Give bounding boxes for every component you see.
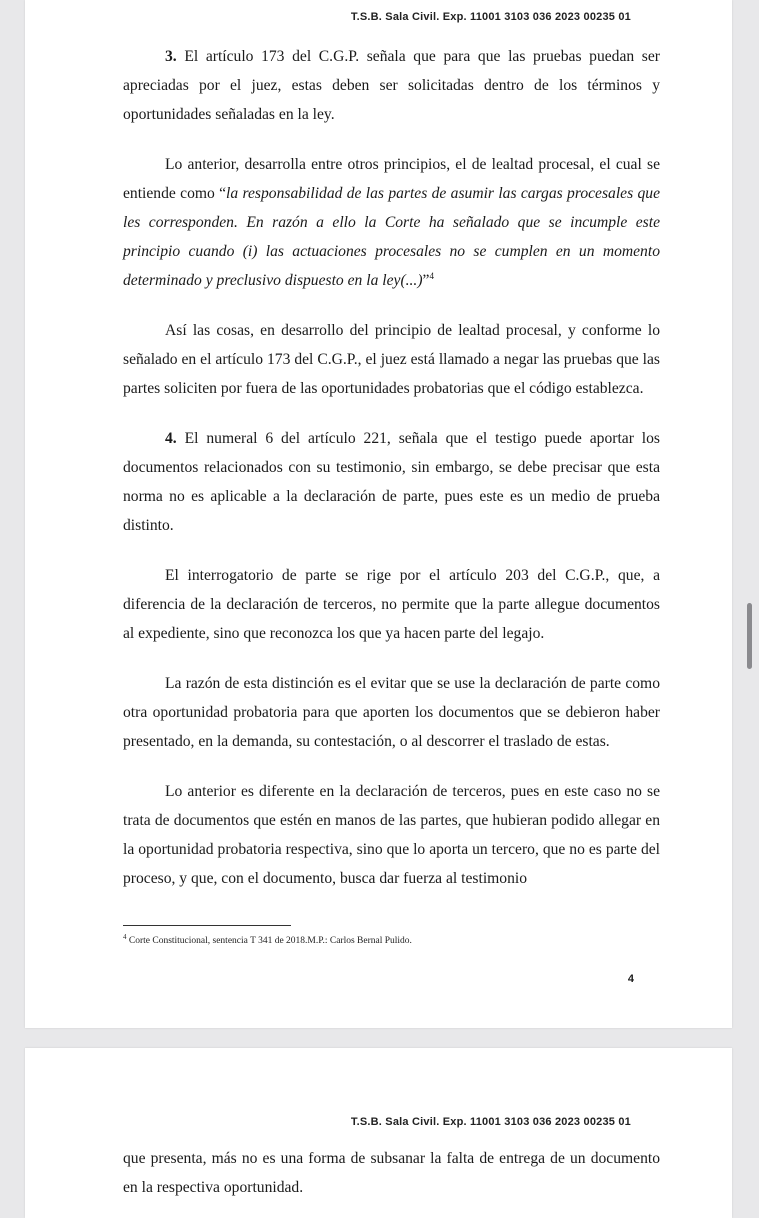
page-body: [123, 1144, 660, 1202]
paragraph-declaracion-terceros: [123, 777, 660, 893]
paragraph-razon-distincion: [123, 669, 660, 756]
paragraph-text: El numeral 6 del artículo 221, señala que el testigo puede aportar los documentos relacionados con su testimonio, sin embargo, se debe precisar que esta norma no es aplicable a la declaración de parte, pues este es un medio de prueba distinto.: [123, 430, 660, 534]
paragraph-lealtad-procesal: [123, 150, 660, 295]
paragraph-text: Lo anterior, desarrolla entre otros principios, el de lealtad procesal, el cual se entiende como “: [123, 156, 660, 202]
footnote-number: 4: [123, 932, 127, 941]
document-page-4: [25, 0, 732, 1028]
paragraph-asi-las-cosas: [123, 316, 660, 403]
paragraph-text: que presenta, más no es una forma de subsanar la falta de entrega de un documento en la respectiva oportunidad.: [123, 1150, 660, 1196]
footnote-divider: [123, 925, 291, 926]
page-body: [123, 42, 660, 893]
paragraph-interrogatorio: [123, 561, 660, 648]
footnote-ref[interactable]: 4: [429, 270, 434, 281]
paragraph-text: Así las cosas, en desarrollo del principio de lealtad procesal, y conforme lo señalado en el artículo 173 del C.G.P., el juez está llamado a negar las pruebas que las partes soliciten por fuera de las oportunidades probatorias que el código establezca.: [123, 322, 660, 397]
document-page-5: [25, 1048, 732, 1218]
page-number: 4: [627, 973, 634, 985]
page-header: T.S.B. Sala Civil. Exp. 11001 3103 036 2023 00235 01: [350, 1116, 631, 1128]
point-number: 3.: [165, 48, 177, 65]
quote-close: ”: [422, 272, 430, 289]
point-number: 4.: [165, 430, 177, 447]
paragraph-text: El artículo 173 del C.G.P. señala que para que las pruebas puedan ser apreciadas por el juez, estas deben ser solicitadas dentro de los términos y oportunidades señaladas en la ley.: [123, 48, 660, 123]
paragraph-text: La razón de esta distinción es el evitar que se use la declaración de parte como otra oportunidad probatoria para que aporten los documentos que se debieron haber presentado, en la demanda, su contestación, o al descorrer el traslado de estas.: [123, 675, 660, 750]
paragraph-point-3: [123, 42, 660, 129]
paragraph-point-4: [123, 424, 660, 540]
italic-quote: la responsabilidad de las partes de asumir las cargas procesales que les corresponden. En razón a ello la Corte ha señalado que se incumple este principio cuando (i) las actuaciones procesales no se cumplen en un momento determinado y preclusivo dispuesto en la ley(...): [123, 185, 660, 289]
footnote: [123, 934, 663, 948]
page-header: T.S.B. Sala Civil. Exp. 11001 3103 036 2023 00235 01: [350, 11, 631, 23]
paragraph-continuation: [123, 1144, 660, 1202]
vertical-scrollbar[interactable]: [747, 603, 752, 669]
footnote-text: Corte Constitucional, sentencia T 341 de 2018.M.P.: Carlos Bernal Pulido.: [126, 936, 412, 946]
paragraph-text: Lo anterior es diferente en la declaración de terceros, pues en este caso no se trata de documentos que estén en manos de las partes, que hubieran podido allegar en la oportunidad probatoria respectiva, sino que lo aporta un tercero, que no es parte del proceso, y que, con el documento, busca dar fuerza al testimonio: [123, 783, 660, 887]
paragraph-text: El interrogatorio de parte se rige por el artículo 203 del C.G.P., que, a diferencia de la declaración de terceros, no permite que la parte allegue documentos al expediente, sino que reconozca los que ya hacen parte del legajo.: [123, 567, 660, 642]
